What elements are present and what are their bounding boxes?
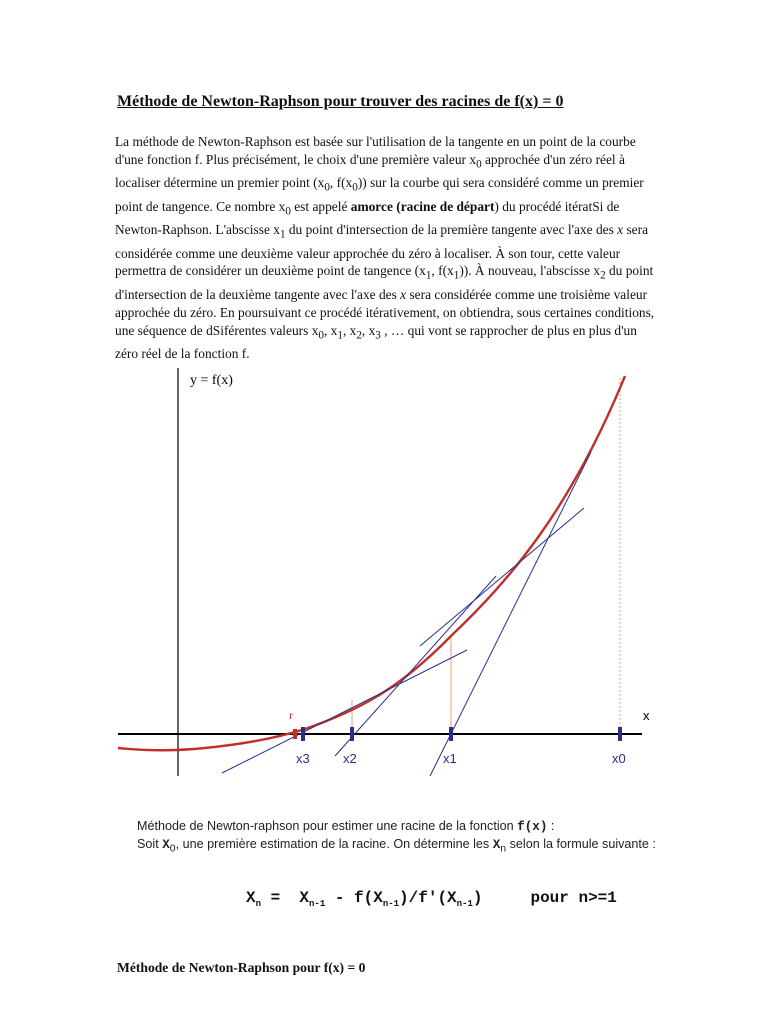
tick-x1: [449, 727, 453, 741]
tick-label-x0: x0: [612, 751, 626, 766]
intro-paragraph: La méthode de Newton-Raphson est basée sur l'utilisation de la tangente en un point de la courbe d'une fonction f. Plus précisément, le choix d'une première valeur $x_0$ approchée d'un zéro réel à localiser détermine un premier point ($x_0$, $f(x_0)$) sur la courbe qui sera considéré comme un premier point de tangence. Ce nombre $x_0$ est appelé amorce (racine de départ) du procédé itératSi de Newton-Raphson. L'abscisse $x_1$ du point d'intersection de la première tangente avec l'axe des x sera considérée comme une deuxième valeur approchée du zéro à localiser. À son tour, cette valeur permettra de considérer un deuxième point de tangence ($x_1$, $f(x_1)$). À nouveau, l'abscisse $x_2$ du point d'intersection de la deuxième tangente avec l'axe des x sera considérée comme une troisième valeur approchée du zéro. En poursuivant ce procédé itérativement, on obtiendra, sous certaines conditions, une séquence de dSiférentes valeurs $x_0$, $x_1$, $x_2$, $x_3$ , … qui vont se rapprocher de plus en plus d'un zéro réel de la fonction f.: [115, 134, 655, 361]
tick-label-x2: x2: [343, 751, 357, 766]
newton-raphson-figure: [0, 360, 768, 800]
tangent-upper: [420, 508, 584, 646]
tangent-at-x0: [430, 452, 591, 776]
function-curve: [118, 376, 625, 750]
x-axis-label: x: [643, 708, 650, 723]
y-axis-label: y = f(x): [190, 373, 233, 388]
tick-label-x3: x3: [296, 751, 310, 766]
term-amorce: amorce: [350, 198, 393, 214]
page-title: Méthode de Newton-Raphson pour trouver des racines de f(x) = 0: [117, 93, 564, 110]
term-racine-depart: racine de départ: [400, 198, 495, 214]
newton-formula: $X_n = X_{n-1} - f(X_{n-1})/f'(X_{n-1})$ pour n>=1: [246, 889, 617, 910]
root-marker: [293, 729, 297, 739]
tick-x0: [618, 727, 622, 741]
fx-code: f(x): [517, 820, 548, 834]
root-label: r: [289, 708, 293, 722]
tick-x3: [301, 727, 305, 741]
footer-heading: Méthode de Newton-Raphson pour f(x) = 0: [117, 960, 366, 975]
tick-label-x1: x1: [443, 751, 457, 766]
method-note: Méthode de Newton-raphson pour estimer une racine de la fonction f(x) : Soit $X_0$, une première estimation de la racine. On détermine les $X_n$ selon la formule suivante :: [137, 819, 656, 855]
tick-x2: [350, 727, 354, 741]
